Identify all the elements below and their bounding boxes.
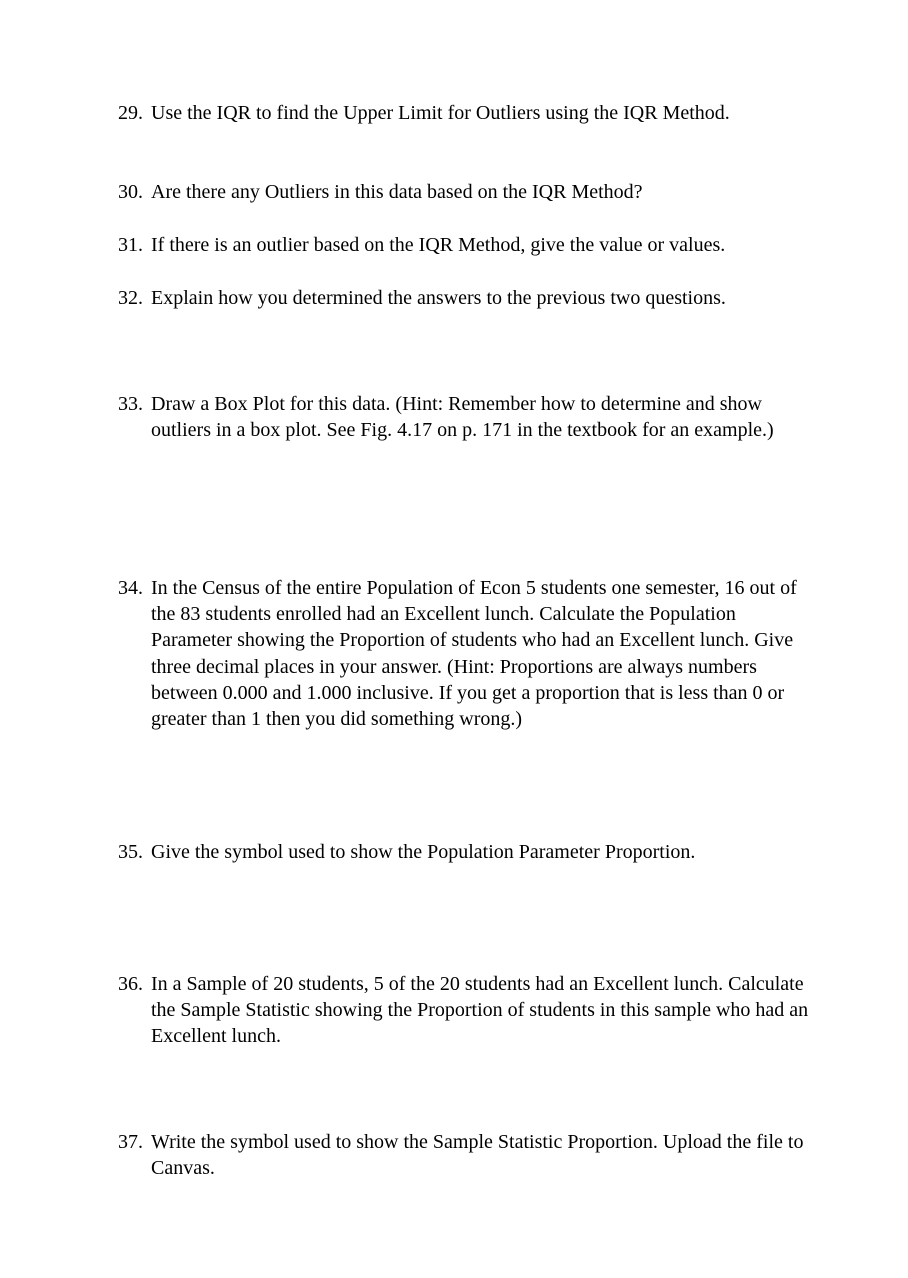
- question-36: [118, 971, 858, 1050]
- question-number: 35.: [118, 841, 143, 863]
- question-line: [118, 971, 858, 997]
- question-line: [118, 232, 858, 258]
- question-31: [118, 232, 858, 258]
- question-32: [118, 285, 858, 311]
- question-number: 29.: [118, 102, 143, 124]
- question-text: Are there any Outliers in this data based on the IQR Method?: [151, 181, 643, 203]
- question-29: [118, 100, 858, 126]
- question-number: 30.: [118, 181, 143, 203]
- question-text-continuation: the Sample Statistic showing the Proportion of students in this sample who had an: [151, 999, 809, 1022]
- question-37: [118, 1129, 858, 1181]
- question-line: [118, 575, 858, 601]
- question-text-continuation: outliers in a box plot. See Fig. 4.17 on p. 171 in the textbook for an example.): [151, 419, 774, 442]
- question-35: [118, 839, 858, 865]
- question-text-continuation: three decimal places in your answer. (Hint: Proportions are always numbers: [151, 655, 757, 678]
- question-number: 32.: [118, 287, 143, 309]
- question-text: In a Sample of 20 students, 5 of the 20 students had an Excellent lunch. Calculate: [151, 973, 804, 995]
- question-number: 37.: [118, 1131, 143, 1153]
- question-number: 31.: [118, 234, 143, 256]
- question-text-continuation: between 0.000 and 1.000 inclusive. If you get a proportion that is less than 0 or: [151, 681, 785, 704]
- question-text: Give the symbol used to show the Population Parameter Proportion.: [151, 841, 696, 863]
- question-text-continuation: Parameter showing the Proportion of students who had an Excellent lunch. Give: [151, 629, 794, 652]
- question-line: [118, 285, 858, 311]
- question-text: Use the IQR to find the Upper Limit for Outliers using the IQR Method.: [151, 102, 730, 124]
- question-number: 34.: [118, 577, 143, 599]
- question-text: Draw a Box Plot for this data. (Hint: Remember how to determine and show: [151, 393, 762, 415]
- question-text-continuation: Canvas.: [151, 1157, 215, 1180]
- question-text-continuation: the 83 students enrolled had an Excellent lunch. Calculate the Population: [151, 603, 736, 626]
- question-number: 36.: [118, 973, 143, 995]
- question-line: [118, 179, 858, 205]
- question-34: [118, 575, 858, 732]
- question-line: [118, 100, 858, 126]
- question-text: In the Census of the entire Population of Econ 5 students one semester, 16 out of: [151, 577, 797, 599]
- question-text: If there is an outlier based on the IQR Method, give the value or values.: [151, 234, 726, 256]
- question-number: 33.: [118, 393, 143, 415]
- question-text: Explain how you determined the answers to the previous two questions.: [151, 287, 726, 309]
- question-line: [118, 1129, 858, 1155]
- question-text-continuation: greater than 1 then you did something wrong.): [151, 708, 523, 731]
- question-30: [118, 179, 858, 205]
- question-line: [118, 839, 858, 865]
- question-line: [118, 391, 858, 417]
- question-text: Write the symbol used to show the Sample Statistic Proportion. Upload the file to: [151, 1131, 804, 1153]
- question-33: [118, 391, 858, 443]
- question-text-continuation: Excellent lunch.: [151, 1025, 281, 1048]
